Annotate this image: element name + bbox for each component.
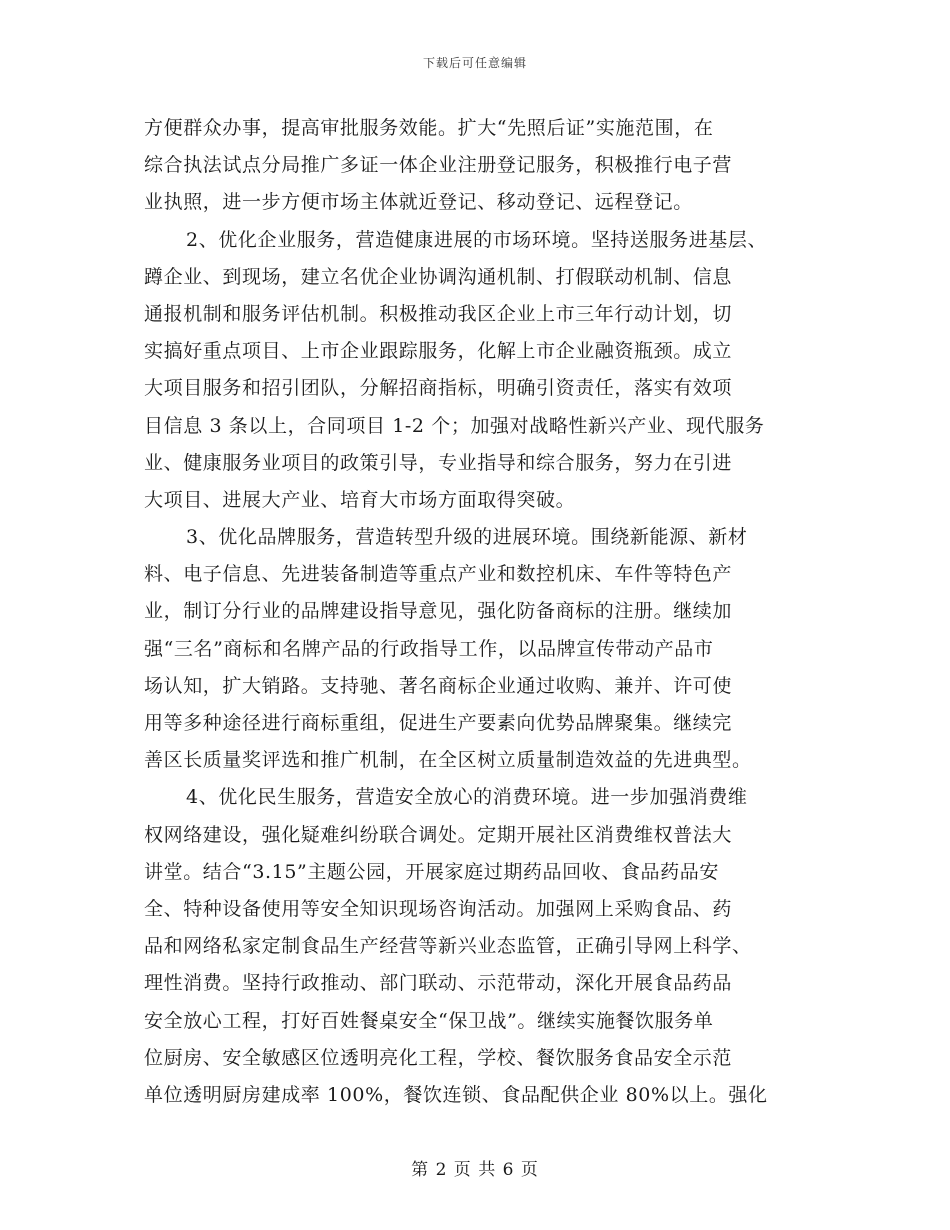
text-line: 综合执法试点分局推广多证一体企业注册登记服务，积极推行电子营: [144, 154, 733, 177]
text-line: 方便群众办事，提高审批服务效能。扩大“先照后证”实施范围，在: [144, 117, 714, 139]
document-body: [144, 110, 824, 1114]
text-line: 业、健康服务业项目的政策引导，专业指导和综合服务，努力在引进: [144, 451, 733, 474]
text-line: 实搞好重点项目、上市企业跟踪服务，化解上市企业融资瓶颈。成立: [144, 340, 733, 363]
text-line: 讲堂。结合“3.15”主题公园，开展家庭过期药品回收、食品药品安: [144, 860, 719, 883]
text-line: 3、优化品牌服务，营造转型升级的进展环境。围绕新能源、新材: [186, 526, 748, 549]
text-line: 品和网络私家定制食品生产经营等新兴业态监管，正确引导网上科学、: [144, 935, 752, 958]
text-line: 强“三名”商标和名牌产品的行政指导工作，以品牌宣传带动产品市: [144, 637, 714, 660]
text-line: 位厨房、安全敏感区位透明亮化工程，学校、餐饮服务食品安全示范: [144, 1046, 733, 1069]
page-header: 下载后可任意编辑: [422, 56, 527, 70]
text-line: 料、电子信息、先进装备制造等重点产业和数控机床、车件等特色产: [144, 563, 733, 586]
text-line: 善区长质量奖评选和推广机制，在全区树立质量制造效益的先进典型。: [144, 749, 752, 772]
text-line: 大项目、进展大产业、培育大市场方面取得突破。: [144, 488, 576, 511]
text-line: 单位透明厨房建成率 100%，餐饮连锁、食品配供企业 80%以上。强化: [144, 1083, 768, 1106]
text-line: 全、特种设备使用等安全知识现场咨询活动。加强网上采购食品、药: [144, 897, 733, 920]
text-line: 4、优化民生服务，营造安全放心的消费环境。进一步加强消费维: [186, 786, 748, 809]
text-line: 目信息 3 条以上，合同项目 1-2 个；加强对战略性新兴产业、现代服务: [144, 414, 765, 437]
text-line: 安全放心工程，打好百姓餐桌安全“保卫战”。继续实施餐饮服务单: [144, 1009, 714, 1032]
text-line: 业执照，进一步方便市场主体就近登记、移动登记、远程登记。: [144, 191, 693, 214]
text-line: 业，制订分行业的品牌建设指导意见，强化防备商标的注册。继续加: [144, 600, 733, 623]
text-line: 理性消费。坚持行政推动、部门联动、示范带动，深化开展食品药品: [144, 972, 733, 995]
page-footer: 第 2 页 共 6 页: [411, 1160, 539, 1180]
text-line: 大项目服务和招引团队，分解招商指标，明确引资责任，落实有效项: [144, 377, 733, 400]
text-line: 权网络建设，强化疑难纠纷联合调处。定期开展社区消费维权普法大: [144, 823, 733, 846]
text-line: 用等多种途径进行商标重组，促进生产要素向优势品牌聚集。继续完: [144, 712, 733, 734]
text-line: 蹲企业、到现场，建立名优企业协调沟通机制、打假联动机制、信息: [144, 265, 733, 288]
text-line: 2、优化企业服务，营造健康进展的市场环境。坚持送服务进基层、: [186, 228, 768, 251]
text-line: 通报机制和服务评估机制。积极推动我区企业上市三年行动计划，切: [144, 302, 733, 325]
text-line: 场认知，扩大销路。支持驰、著名商标企业通过收购、兼并、许可使: [144, 674, 733, 697]
